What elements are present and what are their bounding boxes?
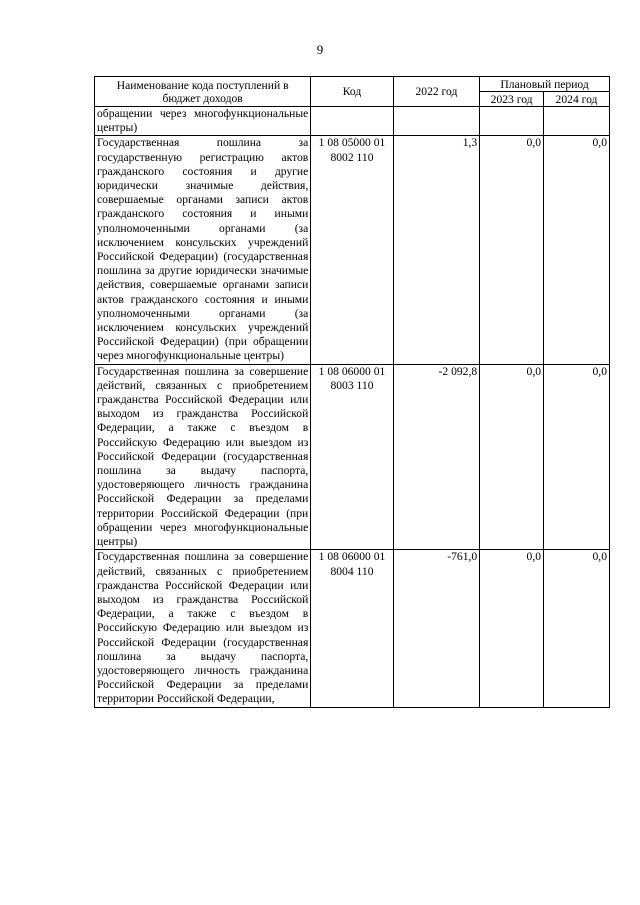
header-name: Наименование кода поступлений в бюджет доходов xyxy=(95,77,311,107)
page-number: 9 xyxy=(316,42,324,57)
row-2023: 0,0 xyxy=(480,550,544,707)
header-year-2024: 2024 год xyxy=(544,92,610,107)
row-2023: 0,0 xyxy=(480,136,544,364)
table-row xyxy=(95,136,610,364)
header-planning-period: Плановый период xyxy=(480,77,610,92)
row-2022 xyxy=(393,107,480,136)
row-code: 1 08 06000 01 8004 110 xyxy=(311,550,393,707)
header-code: Код xyxy=(311,77,393,107)
row-name: Государственная пошлина за совершение действий, связанных с приобретением гражданства Российской Федерации или выходом из гражданства Российской Федерации, а также с въездом в Российскую Федерацию или выездом из Российской Федерации (государственная пошлина за выдачу паспорта, удостоверяющего личность гражданина Российской Федерации за пределами территории Российской Федерации, xyxy=(95,550,311,707)
header-year-2023: 2023 год xyxy=(480,92,544,107)
budget-revenue-table xyxy=(94,76,610,708)
row-2024: 0,0 xyxy=(544,364,610,550)
row-code xyxy=(311,107,393,136)
row-2024: 0,0 xyxy=(544,136,610,364)
row-2022: -761,0 xyxy=(393,550,480,707)
row-2023 xyxy=(480,107,544,136)
row-2023: 0,0 xyxy=(480,364,544,550)
row-name: Государственная пошлина за совершение действий, связанных с приобретением гражданства Российской Федерации или выходом из гражданства Российской Федерации, а также с въездом в Российскую Федерацию или выездом из Российской Федерации (государственная пошлина за выдачу паспорта, удостоверяющего личность гражданина Российской Федерации за пределами территории Российской Федерации (при обращении через многофункциональные центры) xyxy=(95,364,311,550)
row-name: Государственная пошлина за государственную регистрацию актов гражданского состояния и другие юридически значимые действия, совершаемые органами записи актов гражданского состояния и иными уполномоченными органами (за исключением консульских учреждений Российской Федерации) (государственная пошлина за другие юридически значимые действия, совершаемые органами записи актов гражданского состояния и иными уполномоченными органами (за исключением консульских учреждений Российской Федерации) (при обращении через многофункциональные центры) xyxy=(95,136,311,364)
row-2022: -2 092,8 xyxy=(393,364,480,550)
row-name: обращении через многофункциональные центры) xyxy=(95,107,311,136)
row-2024 xyxy=(544,107,610,136)
row-2022: 1,3 xyxy=(393,136,480,364)
header-year-2022: 2022 год xyxy=(393,77,480,107)
row-2024: 0,0 xyxy=(544,550,610,707)
table-row xyxy=(95,107,610,136)
row-code: 1 08 06000 01 8003 110 xyxy=(311,364,393,550)
row-code: 1 08 05000 01 8002 110 xyxy=(311,136,393,364)
table-row xyxy=(95,364,610,550)
table-row xyxy=(95,550,610,707)
